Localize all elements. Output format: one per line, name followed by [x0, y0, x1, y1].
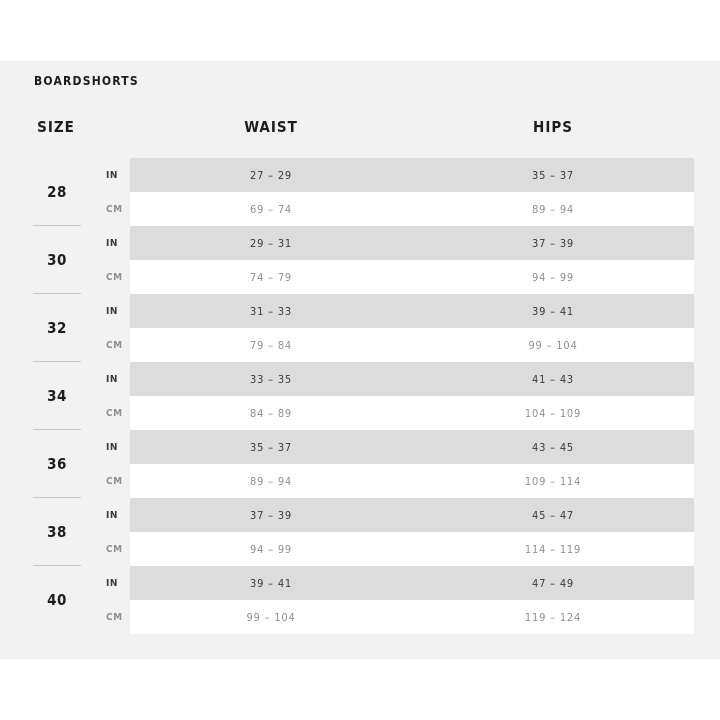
unit-label-cm: CM — [106, 407, 123, 419]
waist-value: 29 – 31 — [249, 236, 293, 250]
waist-value: 27 – 29 — [249, 168, 293, 182]
size-value: 40 — [47, 591, 67, 609]
size-row-40 — [33, 566, 81, 634]
hips-value: 43 – 45 — [531, 440, 575, 454]
size-row-32 — [33, 294, 81, 362]
chart-title: BOARDSHORTS — [34, 74, 139, 88]
hips-value: 119 – 124 — [524, 610, 582, 624]
size-value: 28 — [47, 183, 67, 201]
measurement-row-in — [130, 566, 694, 600]
waist-value: 94 – 99 — [249, 542, 293, 556]
size-row-34 — [33, 362, 81, 430]
measurement-row-in — [130, 498, 694, 532]
measurement-row-cm — [130, 328, 694, 362]
unit-label-cm: CM — [106, 475, 123, 487]
waist-value: 84 – 89 — [249, 406, 293, 420]
unit-label-cm: CM — [106, 611, 123, 623]
waist-value: 35 – 37 — [249, 440, 293, 454]
hips-value: 45 – 47 — [531, 508, 575, 522]
unit-label-in: IN — [106, 169, 118, 181]
unit-label-in: IN — [106, 373, 118, 385]
waist-value: 89 – 94 — [249, 474, 293, 488]
measurement-row-cm — [130, 192, 694, 226]
unit-label-cm: CM — [106, 203, 123, 215]
measurement-row-cm — [130, 532, 694, 566]
waist-value: 69 – 74 — [249, 202, 293, 216]
hips-value: 114 – 119 — [524, 542, 582, 556]
hips-value: 39 – 41 — [531, 304, 575, 318]
hips-value: 104 – 109 — [524, 406, 582, 420]
waist-value: 39 – 41 — [249, 576, 293, 590]
measurement-row-in — [130, 362, 694, 396]
measurement-row-cm — [130, 260, 694, 294]
waist-column-header: WAIST — [244, 118, 298, 136]
measurement-row-in — [130, 294, 694, 328]
hips-value: 41 – 43 — [531, 372, 575, 386]
unit-label-cm: CM — [106, 339, 123, 351]
unit-label-in: IN — [106, 237, 118, 249]
unit-label-cm: CM — [106, 271, 123, 283]
waist-value: 31 – 33 — [249, 304, 293, 318]
size-value: 38 — [47, 523, 67, 541]
waist-value: 99 – 104 — [246, 610, 296, 624]
size-column-header: SIZE — [37, 118, 75, 136]
size-value: 30 — [47, 251, 67, 269]
hips-value: 109 – 114 — [524, 474, 582, 488]
size-value: 36 — [47, 455, 67, 473]
hips-column-header: HIPS — [533, 118, 573, 136]
hips-value: 35 – 37 — [531, 168, 575, 182]
unit-label-in: IN — [106, 577, 118, 589]
unit-label-in: IN — [106, 441, 118, 453]
hips-value: 94 – 99 — [531, 270, 575, 284]
waist-value: 37 – 39 — [249, 508, 293, 522]
unit-label-in: IN — [106, 509, 118, 521]
size-value: 32 — [47, 319, 67, 337]
size-row-38 — [33, 498, 81, 566]
waist-value: 33 – 35 — [249, 372, 293, 386]
size-row-28 — [33, 158, 81, 226]
hips-value: 99 – 104 — [528, 338, 578, 352]
size-row-30 — [33, 226, 81, 294]
waist-value: 79 – 84 — [249, 338, 293, 352]
size-value: 34 — [47, 387, 67, 405]
measurement-row-in — [130, 158, 694, 192]
measurement-row-in — [130, 226, 694, 260]
unit-label-cm: CM — [106, 543, 123, 555]
measurement-row-in — [130, 430, 694, 464]
size-row-36 — [33, 430, 81, 498]
hips-value: 37 – 39 — [531, 236, 575, 250]
waist-value: 74 – 79 — [249, 270, 293, 284]
measurement-row-cm — [130, 464, 694, 498]
hips-value: 89 – 94 — [531, 202, 575, 216]
unit-label-in: IN — [106, 305, 118, 317]
hips-value: 47 – 49 — [531, 576, 575, 590]
measurement-row-cm — [130, 600, 694, 634]
measurement-row-cm — [130, 396, 694, 430]
